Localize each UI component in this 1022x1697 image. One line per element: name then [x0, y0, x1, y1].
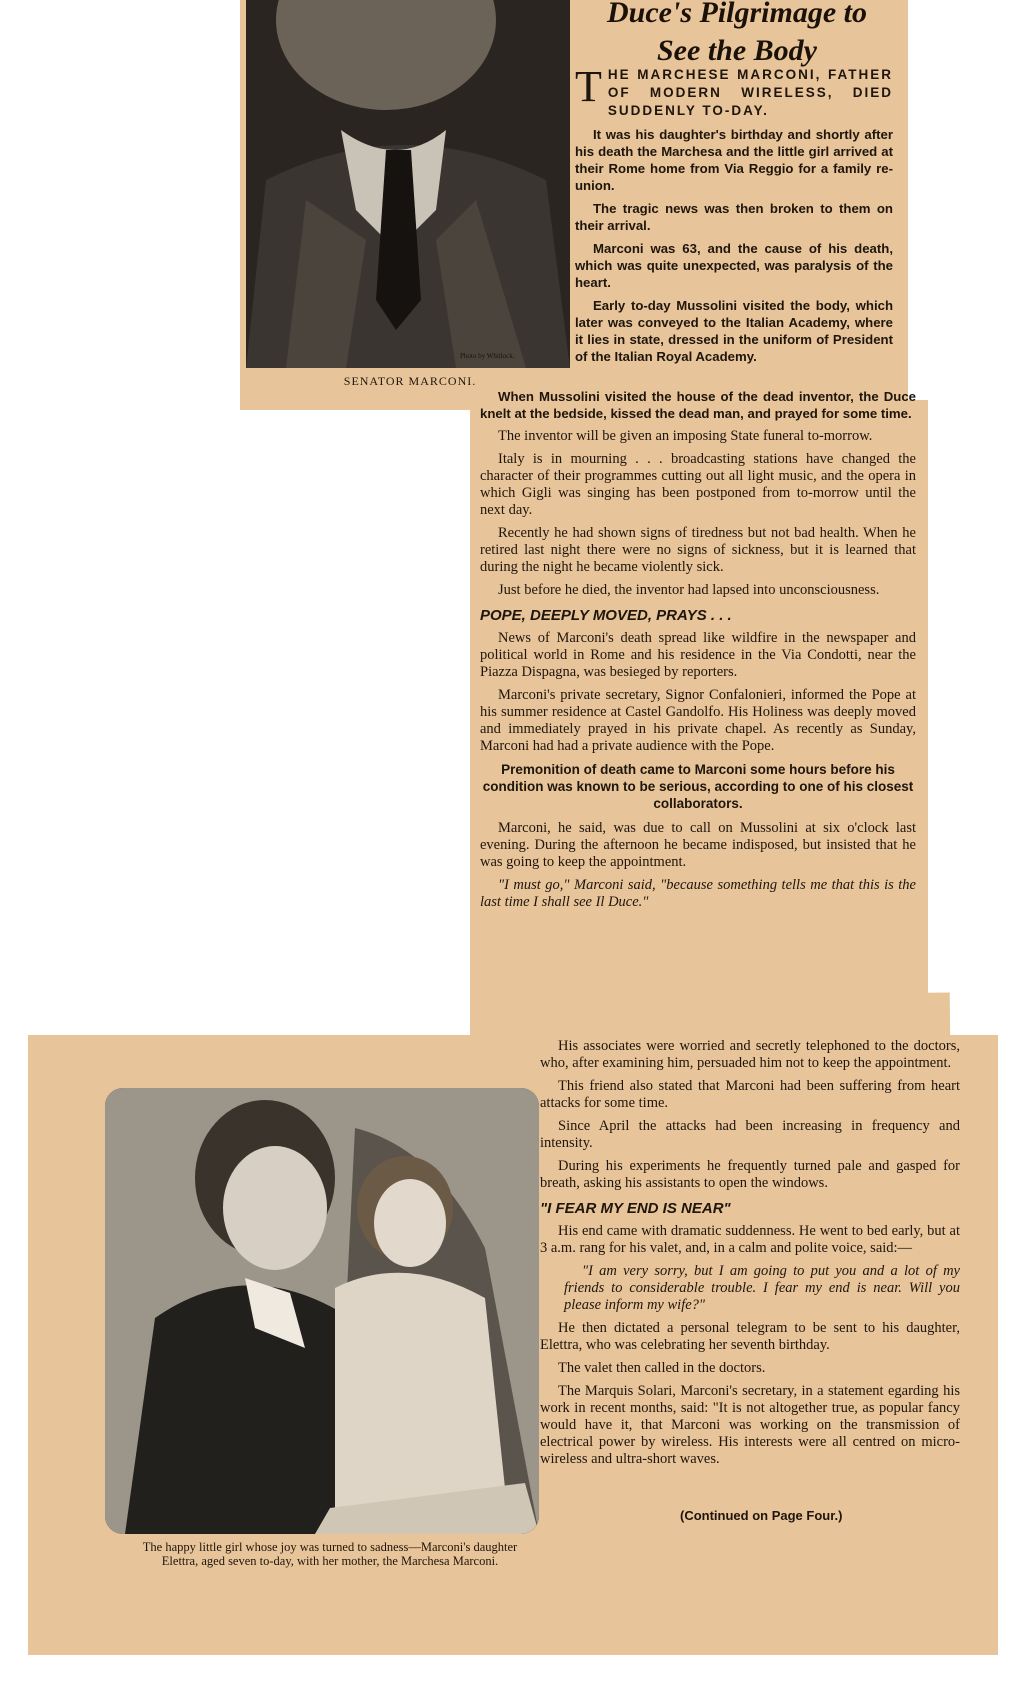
headline-line-2: See the Body — [657, 34, 817, 67]
lede — [575, 66, 893, 120]
dropcap: T — [575, 66, 602, 111]
paragraph: Marconi, he said, was due to call on Mussolini at six o'clock last evening. During the afternoon he became indisposed, but insisted that he was going to keep the appointment. — [480, 820, 916, 870]
paragraph: He then dictated a personal telegram to be sent to his daughter, Elettra, who was celebrating her seventh birthday. — [540, 1320, 960, 1353]
headline — [572, 0, 902, 70]
bold-paragraph: Early to-day Mussolini visited the body, which later was conveyed to the Italian Academy, where it lies in state, dressed in the uniform of President of the Italian Royal Academy. — [575, 298, 893, 364]
paragraph: News of Marconi's death spread like wildfire in the newspaper and political world in Rome and his residence in the Via Condotti, near the Piazza Dispagna, was besieged by reporters. — [480, 630, 916, 680]
article-column-top — [575, 66, 893, 371]
quote-paragraph: "I am very sorry, but I am going to put you and a lot of my friends to considerable trouble. I fear my end is near. Will you please inform my wife?" — [564, 1263, 960, 1313]
paragraph: Italy is in mourning . . . broadcasting stations have changed the character of their programmes cutting out all light music, and the opera in which Gigli was singing has been postponed from to-morrow until the next day. — [480, 451, 916, 518]
subhead-fear: "I FEAR MY END IS NEAR" — [540, 1200, 731, 1217]
elettra-caption: The happy little girl whose joy was turned to sadness—Marconi's daughter Elettra, aged seven to-day, with her mother, the Marchesa Marconi. — [142, 1540, 518, 1568]
paragraph: Recently he had shown signs of tiredness but not bad health. When he retired last night there were no signs of sickness, but it is learned that during the night he became violently sick. — [480, 525, 916, 575]
photo-credit: Photo by Whitlock. — [460, 352, 515, 360]
paragraph: His end came with dramatic suddenness. He went to bed early, but at 3 a.m. rang for his valet, and, in a calm and polite voice, said:— — [540, 1223, 960, 1256]
paragraph: The valet then called in the doctors. — [558, 1360, 766, 1376]
bold-paragraph: The tragic news was then broken to them on their arrival. — [575, 201, 893, 233]
paragraph: Marconi's private secretary, Signor Confalonieri, informed the Pope at his summer residence at Castel Gandolfo. His Holiness was deeply moved and immediately prayed in his private chapel. As recently as Sunday, Marconi had had a private audience with the Pope. — [480, 687, 916, 754]
paragraph: His associates were worried and secretly telephoned to the doctors, who, after examining him, persuaded him not to keep the appointment. — [540, 1038, 960, 1071]
bold-paragraph: It was his daughter's birthday and shortly after his death the Marchesa and the little girl arrived at their Rome home from Via Reggio for a family re-union. — [575, 127, 893, 193]
premonition-paragraph: Premonition of death came to Marconi some hours before his condition was known to be serious, according to one of his closest collaborators. — [482, 762, 914, 811]
quote-paragraph: "I must go," Marconi said, "because something tells me that this is the last time I shall see Il Duce." — [480, 877, 916, 910]
paragraph: This friend also stated that Marconi had been suffering from heart attacks for some time. — [540, 1078, 960, 1111]
subhead-pope: POPE, DEEPLY MOVED, PRAYS . . . — [480, 607, 732, 624]
paragraph: Since April the attacks had been increasing in frequency and intensity. — [540, 1118, 960, 1151]
paragraph: The Marquis Solari, Marconi's secretary, in a statement egarding his work in recent months, said: "It is not altogether true, as popular fancy would have it, that Marconi was working on the transmission of electrical power by wireless. His interests were all centred on micro-wireless and ultra-short waves. — [540, 1383, 960, 1467]
elettra-marchesa-photo — [105, 1088, 539, 1534]
senator-marconi-photo — [246, 0, 570, 368]
bold-paragraph: When Mussolini visited the house of the dead inventor, the Duce knelt at the bedside, kissed the dead man, and prayed for some time. — [480, 389, 916, 421]
paragraph: During his experiments he frequently turned pale and gasped for breath, asking his assistants to open the windows. — [540, 1158, 960, 1191]
bold-paragraph: Marconi was 63, and the cause of his death, which was quite unexpected, was paralysis of the heart. — [575, 241, 893, 290]
paragraph: The inventor will be given an imposing State funeral to-morrow. — [498, 428, 873, 444]
article-column-bottom — [540, 1038, 960, 1474]
article-column-middle — [480, 388, 916, 917]
lede-text: HE MARCHESE MARCONI, FATHER OF MODERN WIRELESS, DIED SUDDENLY TO-DAY. — [607, 67, 893, 118]
headline-line-1: Duce's Pilgrimage to — [607, 0, 867, 29]
paragraph: Just before he died, the inventor had lapsed into unconsciousness. — [498, 582, 880, 598]
senator-marconi-caption: SENATOR MARCONI. — [343, 374, 477, 388]
continued-note: (Continued on Page Four.) — [680, 1508, 843, 1523]
